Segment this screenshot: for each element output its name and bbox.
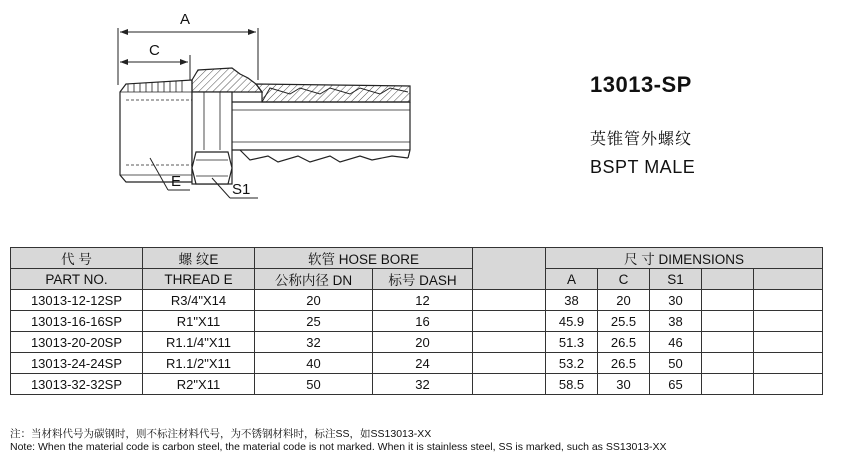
cell-dn: 40 — [255, 353, 373, 374]
header-part-no: PART NO. — [11, 269, 143, 290]
cell-a: 38 — [546, 290, 598, 311]
cell-thread: R3/4"X14 — [143, 290, 255, 311]
cell-part: 13013-24-24SP — [11, 353, 143, 374]
cell-thread: R1.1/4"X11 — [143, 332, 255, 353]
header-thread-e: THREAD E — [143, 269, 255, 290]
note-english: Note: When the material code is carbon steel, the material code is not marked. When it is stainless steel, SS is marked, such as SS13013-XX — [10, 441, 667, 453]
cell-s1: 30 — [650, 290, 702, 311]
cell-blank — [473, 374, 546, 395]
subtitle-chinese: 英锥管外螺纹 — [590, 129, 693, 148]
header-c: C — [598, 269, 650, 290]
cell-empty — [754, 290, 823, 311]
table-row — [11, 332, 823, 353]
cell-dash: 24 — [373, 353, 473, 374]
header-s1: S1 — [650, 269, 702, 290]
dimension-c — [120, 42, 190, 80]
cell-empty — [702, 374, 754, 395]
cell-empty — [754, 353, 823, 374]
part-number-title: 13013-SP — [590, 72, 692, 97]
cell-blank — [473, 290, 546, 311]
table-row — [11, 353, 823, 374]
cell-c: 25.5 — [598, 311, 650, 332]
fitting-drawing — [0, 0, 520, 240]
table-body — [11, 290, 823, 395]
cell-empty — [754, 311, 823, 332]
title-block — [590, 72, 820, 178]
table-row — [11, 290, 823, 311]
header-dimensions: 尺 寸 DIMENSIONS — [546, 248, 823, 269]
cell-empty — [702, 353, 754, 374]
cell-dash: 20 — [373, 332, 473, 353]
footnotes — [10, 428, 835, 454]
table-header-row-1 — [11, 248, 823, 269]
cell-part: 13013-16-16SP — [11, 311, 143, 332]
header-empty-2 — [754, 269, 823, 290]
cell-blank — [473, 353, 546, 374]
cell-empty — [754, 374, 823, 395]
header-a: A — [546, 269, 598, 290]
cell-dn: 32 — [255, 332, 373, 353]
cell-part: 13013-12-12SP — [11, 290, 143, 311]
cell-s1: 65 — [650, 374, 702, 395]
cell-a: 58.5 — [546, 374, 598, 395]
subtitle-english: BSPT MALE — [590, 157, 696, 177]
cell-empty — [702, 332, 754, 353]
hex-body — [192, 92, 232, 184]
table-row — [11, 374, 823, 395]
cell-empty — [702, 311, 754, 332]
cell-a: 45.9 — [546, 311, 598, 332]
cell-a: 53.2 — [546, 353, 598, 374]
cell-dn: 50 — [255, 374, 373, 395]
cell-c: 26.5 — [598, 353, 650, 374]
header-hose-bore: 软管 HOSE BORE — [255, 248, 473, 269]
cell-thread: R2"X11 — [143, 374, 255, 395]
cell-s1: 46 — [650, 332, 702, 353]
cell-dn: 20 — [255, 290, 373, 311]
cell-part: 13013-32-32SP — [11, 374, 143, 395]
cell-s1: 38 — [650, 311, 702, 332]
header-empty-1 — [702, 269, 754, 290]
cell-thread: R1"X11 — [143, 311, 255, 332]
cell-empty — [754, 332, 823, 353]
cell-dash: 16 — [373, 311, 473, 332]
cell-blank — [473, 332, 546, 353]
cell-c: 20 — [598, 290, 650, 311]
header-thread-cn: 螺 纹E — [143, 248, 255, 269]
header-blank — [473, 248, 546, 290]
cell-part: 13013-20-20SP — [11, 332, 143, 353]
table-row — [11, 311, 823, 332]
cell-s1: 50 — [650, 353, 702, 374]
cell-dash: 12 — [373, 290, 473, 311]
hose-tail — [232, 102, 410, 162]
cell-empty — [702, 290, 754, 311]
dimension-a-label: A — [180, 11, 191, 28]
male-thread-end — [120, 80, 192, 182]
cell-dash: 32 — [373, 374, 473, 395]
note-chinese: 注：当材料代号为碳钢时，则不标注材料代号，为不锈钢材料时，标注SS，如SS13013-XX — [10, 428, 432, 440]
header-dash: 标号 DASH — [373, 269, 473, 290]
table-header-row-2 — [11, 269, 823, 290]
cell-thread: R1.1/2"X11 — [143, 353, 255, 374]
cell-blank — [473, 311, 546, 332]
header-dn: 公称内径 DN — [255, 269, 373, 290]
hex-s1-label: S1 — [232, 181, 251, 198]
header-part-cn: 代 号 — [11, 248, 143, 269]
cell-c: 30 — [598, 374, 650, 395]
cell-dn: 25 — [255, 311, 373, 332]
dimension-c-label: C — [149, 42, 160, 59]
thread-e-label: E — [171, 173, 182, 190]
cell-c: 26.5 — [598, 332, 650, 353]
spec-table — [10, 247, 823, 395]
cell-a: 51.3 — [546, 332, 598, 353]
